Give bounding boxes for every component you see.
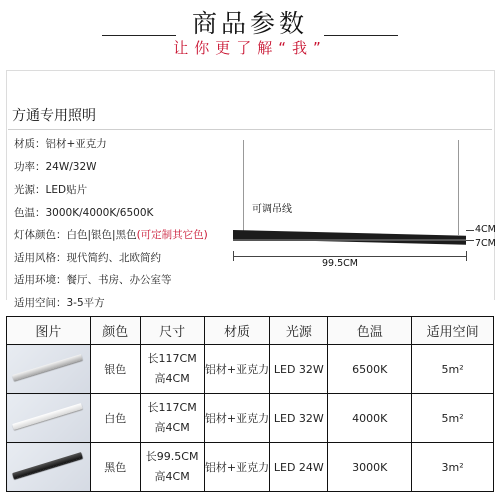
spec-space: 适用空间：3-5平方 [14,297,105,309]
spec-power: 功率：24W/32W [14,161,97,173]
spec-color-temp: 色温：3000K/4000K/6500K [14,207,154,219]
cell-color: 白色 [90,394,140,443]
spec-body-color-custom: (可定制其它色) [136,229,208,241]
length-dimension-line [233,256,467,257]
height-tick-top [466,230,474,231]
cell-temp: 6500K [328,345,412,394]
size-length: 长117CM [147,352,197,365]
col-header-material: 材质 [204,317,270,345]
size-length: 长99.5CM [145,450,199,463]
size-length: 长117CM [147,401,197,414]
spec-body-color [14,227,208,242]
cell-temp: 4000K [328,394,412,443]
spec-light-source: 光源：LED贴片 [14,184,88,196]
silver-lamp-image [12,354,83,381]
hanging-wire-right [458,140,459,235]
page-subtitle: 让你更了解“我” [173,39,327,57]
spec-style: 适用风格：现代简约、北欧简约 [14,252,161,264]
white-lamp-image [12,403,83,430]
section-title: 方通专用照明 [12,108,96,124]
size-height: 高4CM [154,421,190,434]
spec-table [6,316,494,492]
spec-environment: 适用环境：餐厅、书房、办公室等 [14,274,172,286]
height-label: 4CM [475,224,496,235]
cell-light: LED 24W [270,443,328,492]
col-header-size: 尺寸 [140,317,204,345]
cell-material: 铝材+亚克力 [204,345,270,394]
cell-material: 铝材+亚克力 [204,443,270,492]
spec-body-color-text: 灯体颜色：白色|银色|黑色 [14,229,137,241]
cell-space: 5m² [412,345,494,394]
col-header-temp: 色温 [328,317,412,345]
cell-light: LED 32W [270,345,328,394]
table-row [7,394,494,443]
product-image-white [7,394,91,443]
cell-size [140,443,204,492]
length-label: 99.5CM [319,258,361,269]
hang-wire-label: 可调吊线 [252,204,292,215]
cell-temp: 3000K [328,443,412,492]
product-image-black [7,443,91,492]
cell-size [140,345,204,394]
col-header-space: 适用空间 [412,317,494,345]
table-row [7,443,494,492]
col-header-image: 图片 [7,317,91,345]
size-height: 高4CM [154,470,190,483]
cell-size [140,394,204,443]
size-height: 高4CM [154,372,190,385]
col-header-color: 颜色 [90,317,140,345]
cell-material: 铝材+亚克力 [204,394,270,443]
cell-space: 3m² [412,443,494,492]
title-rule-left [102,35,176,36]
height-tick-bottom [466,240,474,241]
width-label: 7CM [475,238,496,249]
page-title: 商品参数 [191,9,308,38]
cell-color: 银色 [90,345,140,394]
cell-color: 黑色 [90,443,140,492]
spec-material: 材质：铝材+亚克力 [14,138,107,150]
section-divider [8,129,492,130]
hanging-wire-left [243,140,244,232]
table-row [7,345,494,394]
col-header-light: 光源 [270,317,328,345]
cell-space: 5m² [412,394,494,443]
table-header-row [7,317,494,345]
lamp-diffuser [233,239,466,241]
black-lamp-image [12,452,83,479]
title-rule-right [324,35,398,36]
cell-light: LED 32W [270,394,328,443]
product-image-silver [7,345,91,394]
